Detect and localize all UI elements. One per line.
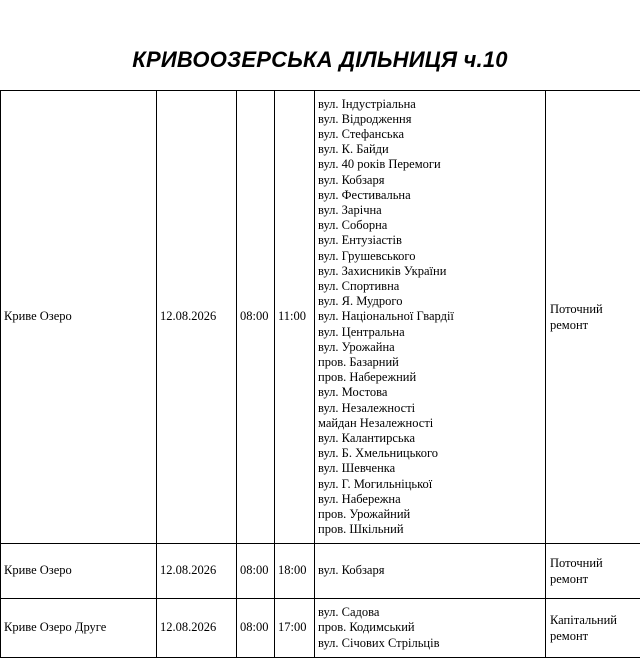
street-item: вул. Г. Могильніцької bbox=[318, 477, 542, 492]
start-time-cell: 08:00 bbox=[237, 599, 275, 658]
outage-schedule-table bbox=[0, 90, 640, 658]
street-item: вул. Шевченка bbox=[318, 461, 542, 476]
street-item: вул. Стефанська bbox=[318, 127, 542, 142]
start-time-cell: 08:00 bbox=[237, 544, 275, 599]
street-item: вул. Спортивна bbox=[318, 279, 542, 294]
streets-cell bbox=[315, 91, 546, 544]
street-item: вул. Кобзаря bbox=[318, 563, 542, 578]
street-item: пров. Набережний bbox=[318, 370, 542, 385]
streets-cell bbox=[315, 599, 546, 658]
street-item: вул. Захисників України bbox=[318, 264, 542, 279]
street-item: вул. Центральна bbox=[318, 325, 542, 340]
street-item: вул. Ентузіастів bbox=[318, 233, 542, 248]
street-item: вул. Зарічна bbox=[318, 203, 542, 218]
street-item: пров. Урожайний bbox=[318, 507, 542, 522]
street-item: пров. Кодимський bbox=[318, 620, 542, 635]
work-type-cell: Поточний ремонт bbox=[546, 91, 640, 544]
street-item: майдан Незалежності bbox=[318, 416, 542, 431]
street-item: вул. Грушевського bbox=[318, 249, 542, 264]
street-item: пров. Базарний bbox=[318, 355, 542, 370]
table-row bbox=[1, 91, 640, 544]
street-item: вул. Соборна bbox=[318, 218, 542, 233]
date-cell: 12.08.2026 bbox=[157, 91, 237, 544]
street-item: пров. Шкільний bbox=[318, 522, 542, 537]
street-item: вул. 40 років Перемоги bbox=[318, 157, 542, 172]
settlement-cell: Криве Озеро Друге bbox=[1, 599, 157, 658]
work-type-cell: Поточний ремонт bbox=[546, 544, 640, 599]
table-row bbox=[1, 544, 640, 599]
work-type-cell: Капітальний ремонт bbox=[546, 599, 640, 658]
end-time-cell: 17:00 bbox=[275, 599, 315, 658]
street-item: вул. Національної Гвардії bbox=[318, 309, 542, 324]
streets-cell bbox=[315, 544, 546, 599]
street-item: вул. Б. Хмельницького bbox=[318, 446, 542, 461]
street-item: вул. Мостова bbox=[318, 385, 542, 400]
street-item: вул. Кобзаря bbox=[318, 173, 542, 188]
street-item: вул. Урожайна bbox=[318, 340, 542, 355]
street-item: вул. К. Байди bbox=[318, 142, 542, 157]
date-cell: 12.08.2026 bbox=[157, 599, 237, 658]
table-row bbox=[1, 599, 640, 658]
date-cell: 12.08.2026 bbox=[157, 544, 237, 599]
settlement-cell: Криве Озеро bbox=[1, 91, 157, 544]
start-time-cell: 08:00 bbox=[237, 91, 275, 544]
end-time-cell: 11:00 bbox=[275, 91, 315, 544]
street-item: вул. Відродження bbox=[318, 112, 542, 127]
street-item: вул. Січових Стрільців bbox=[318, 636, 542, 651]
street-item: вул. Незалежності bbox=[318, 401, 542, 416]
street-item: вул. Індустріальна bbox=[318, 97, 542, 112]
page-title: КРИВООЗЕРСЬКА ДІЛЬНИЦЯ ч.10 bbox=[0, 46, 640, 74]
street-item: вул. Набережна bbox=[318, 492, 542, 507]
street-item: вул. Фестивальна bbox=[318, 188, 542, 203]
street-item: вул. Я. Мудрого bbox=[318, 294, 542, 309]
settlement-cell: Криве Озеро bbox=[1, 544, 157, 599]
street-item: вул. Садова bbox=[318, 605, 542, 620]
street-item: вул. Калантирська bbox=[318, 431, 542, 446]
end-time-cell: 18:00 bbox=[275, 544, 315, 599]
